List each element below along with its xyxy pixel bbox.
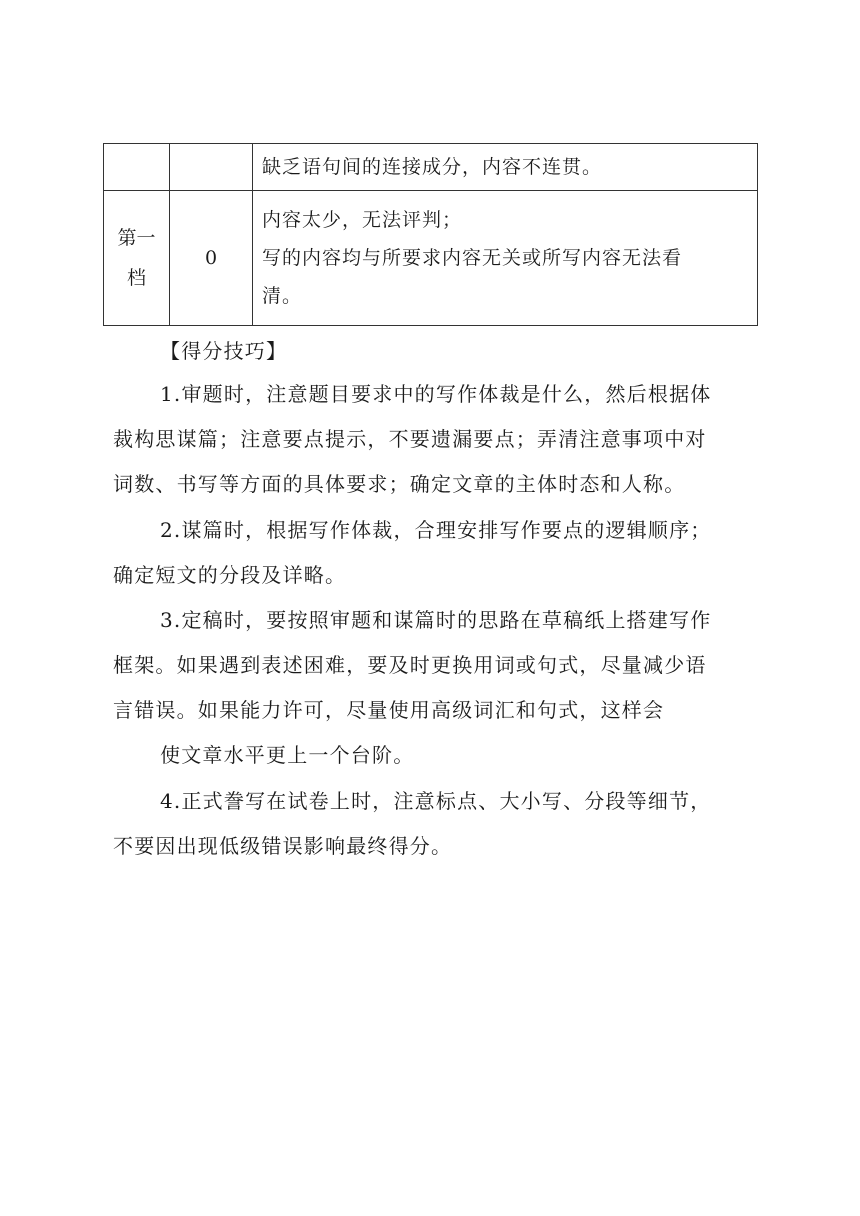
grade-label-line1: 第一 bbox=[117, 227, 156, 249]
score-cell bbox=[170, 144, 253, 191]
paragraph-line: 2.谋篇时，根据写作体裁，合理安排写作要点的逻辑顺序； bbox=[160, 518, 712, 542]
description-cell bbox=[253, 191, 758, 326]
grade-cell bbox=[104, 144, 170, 191]
paragraph-line: 词数、书写等方面的具体要求；确定文章的主体时态和人称。 bbox=[113, 472, 686, 496]
section-heading: 【得分技巧】 bbox=[160, 339, 288, 363]
paragraph-line: 3.定稿时，要按照审题和谋篇时的思路在草稿纸上搭建写作 bbox=[160, 608, 712, 632]
paragraph-line: 使文章水平更上一个台阶。 bbox=[160, 743, 415, 767]
scoring-rubric-table bbox=[103, 143, 758, 326]
paragraph-line: 裁构思谋篇；注意要点提示，不要遗漏要点；弄清注意事项中对 bbox=[113, 427, 707, 451]
paragraph-line: 框架。如果遇到表述困难，要及时更换用词或句式，尽量减少语 bbox=[113, 653, 707, 677]
paragraph-line: 言错误。如果能力许可，尽量使用高级词汇和句式，这样会 bbox=[113, 698, 665, 722]
paragraph-line: 4.正式誊写在试卷上时，注意标点、大小写、分段等细节， bbox=[160, 789, 712, 813]
paragraph-line: 确定短文的分段及详略。 bbox=[113, 563, 347, 587]
grade-cell bbox=[104, 191, 170, 326]
table-row bbox=[104, 191, 758, 326]
grade-label-line2: 档 bbox=[126, 267, 146, 289]
description-cell: 缺乏语句间的连接成分，内容不连贯。 bbox=[253, 144, 758, 191]
table-row bbox=[104, 144, 758, 191]
description-line: 清。 bbox=[262, 285, 303, 307]
paragraph-line: 不要因出现低级错误影响最终得分。 bbox=[113, 834, 453, 858]
description-line: 内容太少，无法评判； bbox=[262, 209, 463, 231]
paragraph-line: 1.审题时，注意题目要求中的写作体裁是什么，然后根据体 bbox=[160, 382, 712, 406]
description-line: 写的内容均与所要求内容无关或所写内容无法看 bbox=[262, 247, 683, 269]
score-cell: 0 bbox=[170, 191, 253, 326]
